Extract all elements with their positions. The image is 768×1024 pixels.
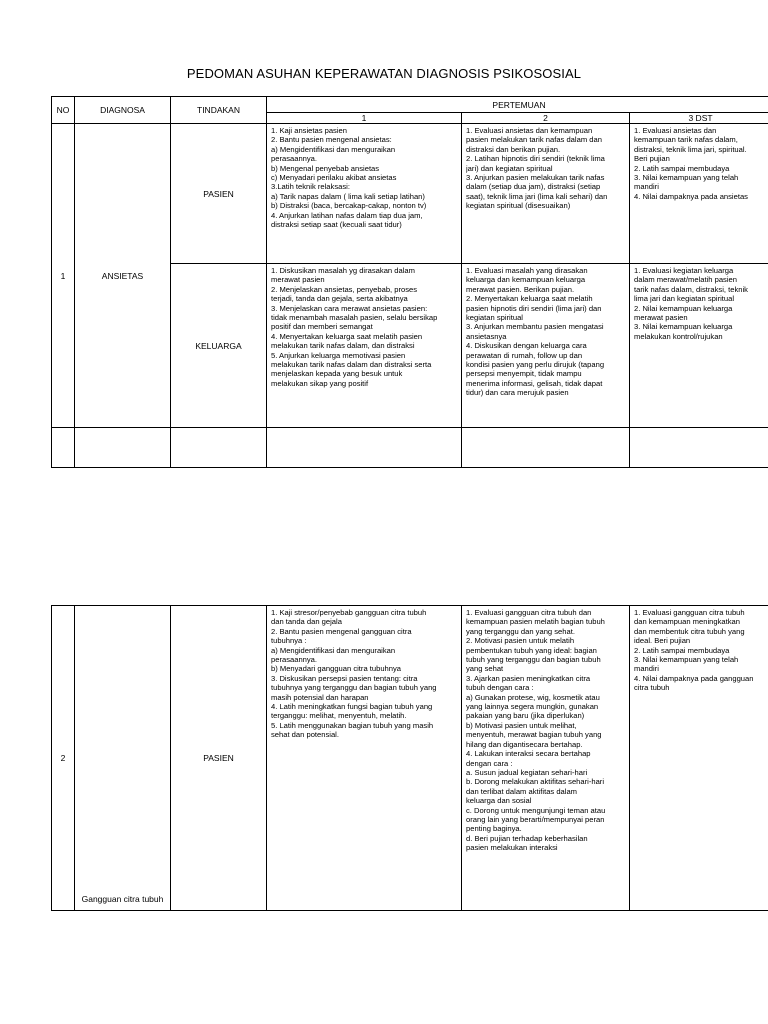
text-line: tidak menambah masalah pasien, selalu bersikap	[271, 313, 438, 323]
text-line: tubuhnya yang terganggu dan bagian tubuh yang	[271, 683, 437, 693]
text-line: tarik nafas dalam, distraksi, teknik	[634, 284, 748, 294]
diagnosis-label: Gangguan citra tubuh	[75, 606, 171, 911]
text-line: 4. Nilai dampaknya pada gangguan	[634, 673, 754, 683]
text-line: b. Dorong melakukan aktifitas sehari-hari	[466, 777, 605, 787]
text-line: perasaannya.	[271, 655, 318, 665]
text-line: 1. Kaji ansietas pasien	[271, 126, 347, 135]
text-line: melakukan tarik nafas dalam, dan distraksi	[271, 341, 415, 351]
text-line: pakaian yang baru (jika diperlukan)	[466, 711, 585, 721]
text-line: 1. Evaluasi ansietas dan	[634, 126, 717, 135]
text-line: 2. Bantu pasien mengenal gangguan citra	[271, 626, 412, 636]
text-line: 3. Diskusikan persepsi pasien tentang: citra	[271, 673, 418, 683]
text-line: 1. Evaluasi gangguan citra tubuh	[634, 608, 745, 617]
text-line: 2. Latihan hipnotis diri sendiri (teknik lima	[466, 154, 605, 164]
text-line: mandiri	[634, 182, 659, 192]
text-line: pasien hipnotis diri sendiri (lima jari) dan	[466, 303, 602, 313]
text-line: kemampuan pasien melatih bagian tubuh	[466, 617, 605, 627]
text-line: kegiatan spiritual	[466, 313, 523, 323]
text-line: 2. Latih sampai membudaya	[634, 645, 730, 655]
text-line: perawatan di rumah, follow up dan	[466, 350, 583, 360]
text-line: dan terlibat dalam aktifitas dalam	[466, 786, 578, 796]
text-line: hilang dan digantisecara bertahap.	[466, 739, 583, 749]
row-number: 2	[52, 606, 75, 911]
text-line: dengan cara :	[466, 758, 513, 768]
text-line: distraksi setiap saat (kecuali saat tidur)	[271, 220, 402, 230]
text-line: 2. Nilai kemampuan keluarga	[634, 303, 733, 313]
text-line: 4. Menyertakan keluarga saat melatih pasien	[271, 331, 423, 341]
text-line: menerima informasi, gelisah, tidak dapat	[466, 378, 603, 388]
text-line: 3. Anjurkan membantu pasien mengatasi	[466, 322, 604, 332]
text-line: a) Tarik napas dalam ( lima kali setiap latihan)	[271, 191, 425, 201]
text-line: distraksi, teknik lima jari, spiritual.	[634, 144, 747, 154]
tindakan-pasien: PASIEN	[171, 124, 267, 264]
tindakan-pasien: PASIEN	[171, 606, 267, 911]
text-line: kemampuan tarik nafas dalam,	[634, 135, 738, 145]
tindakan-keluarga: KELUARGA	[171, 264, 267, 428]
text-line: positif dan memberi semangat	[271, 322, 373, 332]
text-line: mandiri	[634, 664, 659, 674]
text-line: jari) dan kegiatan spiritual	[466, 163, 553, 173]
text-line: 4. Latih meningkatkan fungsi bagian tubuh yang	[271, 702, 433, 712]
text-line: pasien melakukan tarik nafas dalam dan	[466, 135, 602, 145]
text-line: 2. Menyertakan keluarga saat melatih	[466, 294, 593, 304]
text-line: d. Beri pujian terhadap keberhasilan	[466, 833, 588, 843]
text-line: dan tanda dan gejala	[271, 617, 342, 627]
text-line: 3. Menjelaskan cara merawat ansietas pasien:	[271, 303, 428, 313]
keluarga-pertemuan-3-cell	[630, 264, 768, 428]
text-line: b) Menyadari gangguan citra tubuhnya	[271, 664, 402, 674]
text-line: sehat dan potensial.	[271, 730, 339, 740]
text-line: 3. Ajarkan pasien meningkatkan citra	[466, 673, 591, 683]
header-pertemuan-2: 2	[462, 113, 630, 124]
text-line: orang lain yang berarti/mempunyai peran	[466, 814, 605, 824]
keluarga-pertemuan-1-cell	[267, 264, 462, 428]
text-line: lima jari dan kegiatan spiritual	[634, 294, 735, 304]
text-line: 2. Latih sampai membudaya	[634, 163, 730, 173]
text-line: yang lainnya segera mungkin, gunakan	[466, 702, 599, 712]
text-line: terganggu: melihat, menyentuh, melatih.	[271, 711, 407, 721]
text-line: yang sehat	[466, 664, 504, 674]
text-line: 4. Nilai dampaknya pada ansietas	[634, 191, 748, 201]
text-line: a) Gunakan protese, wig, kosmetik atau	[466, 692, 600, 702]
text-line: 2. Motivasi pasien untuk melatih	[466, 636, 575, 646]
text-line: persepsi menyempit, tidak mampu	[466, 369, 582, 379]
text-line: a) Mengidentifikasi dan menguraikan	[271, 645, 396, 655]
text-line: dan membentuk citra tubuh yang	[634, 626, 745, 636]
text-line: 1. Kaji stresor/penyebab gangguan citra tubuh	[271, 608, 427, 617]
text-line: ansietasnya	[466, 331, 507, 341]
text-line: 3. Nilai kemampuan keluarga	[634, 322, 733, 332]
text-line: dalam merawat/melatih pasien	[634, 275, 737, 285]
header-pertemuan-1: 1	[267, 113, 462, 124]
text-line: melakukan sikap yang positif	[271, 378, 369, 388]
text-line: penting baginya.	[466, 824, 522, 834]
header-tindakan: TINDAKAN	[171, 97, 267, 124]
text-line: 4. Diskusikan dengan keluarga cara	[466, 341, 587, 351]
text-line: 5. Anjurkan keluarga memotivasi pasien	[271, 350, 406, 360]
pasien-pertemuan-1-cell	[267, 606, 462, 911]
text-line: 1. Evaluasi gangguan citra tubuh dan	[466, 608, 592, 617]
text-line: tubuhnya :	[271, 636, 307, 646]
text-line: dan kemampuan meningkatkan	[634, 617, 740, 627]
pasien-pertemuan-1-cell	[267, 124, 462, 264]
text-line: 1. Evaluasi masalah yang dirasakan	[466, 266, 588, 275]
text-line: dalam (setiap dua jam), distraksi (setiap	[466, 182, 601, 192]
text-line: 4. Anjurkan latihan nafas dalam tiap dua jam,	[271, 210, 423, 220]
text-line: 3. Nilai kemampuan yang telah	[634, 655, 739, 665]
text-line: melakukan tarik nafas dalam dan distraksi serta	[271, 360, 432, 370]
text-line: a. Susun jadual kegiatan sehari-hari	[466, 767, 588, 777]
text-line: terjadi, tanda dan gejala, serta akibatnya	[271, 294, 408, 304]
empty-cell	[630, 428, 768, 468]
empty-cell	[267, 428, 462, 468]
text-line: 4. Lakukan interaksi secara bertahap	[466, 749, 591, 759]
text-line: tubuh yang terganggu dan bagian tubuh	[466, 655, 601, 665]
empty-cell	[171, 428, 267, 468]
text-line: b) Distraksi (baca, bercakap-cakap, nonton tv)	[271, 201, 427, 211]
text-line: keluarga dan sosial	[466, 796, 532, 806]
text-line: 1. Evaluasi ansietas dan kemampuan	[466, 126, 593, 135]
text-line: distraksi dan berikan pujian.	[466, 144, 561, 154]
pasien-pertemuan-2-cell	[462, 606, 630, 911]
text-line: merawat pasien	[271, 275, 325, 285]
header-pertemuan: PERTEMUAN	[267, 97, 768, 113]
text-line: tubuh dengan cara :	[466, 683, 534, 693]
text-line: citra tubuh	[634, 683, 670, 693]
text-line: 3. Nilai kemampuan yang telah	[634, 173, 739, 183]
pasien-pertemuan-3-cell	[630, 124, 768, 264]
text-line: 3. Anjurkan pasien melakukan tarik nafas	[466, 173, 605, 183]
text-line: 2. Menjelaskan ansietas, penyebab, proses	[271, 284, 418, 294]
text-line: c. Dorong untuk mengunjungi teman atau	[466, 805, 606, 815]
text-line: merawat pasien. Berikan pujian.	[466, 284, 575, 294]
text-line: keluarga dan kemampuan keluarga	[466, 275, 586, 285]
text-line: tidur) dan cara merujuk pasien	[466, 388, 569, 398]
text-line: pasien melakukan interaksi	[466, 843, 558, 853]
header-diagnosa: DIAGNOSA	[75, 97, 171, 124]
text-line: Beri pujian	[634, 154, 670, 164]
empty-cell	[75, 428, 171, 468]
text-line: 5. Latih menggunakan bagian tubuh yang masih	[271, 720, 434, 730]
text-line: 3.Latih teknik relaksasi:	[271, 182, 350, 192]
text-line: menjelaskan kepada yang besuk untuk	[271, 369, 403, 379]
text-line: c) Menyadari perilaku akibat ansietas	[271, 173, 397, 183]
text-line: merawat pasien	[634, 313, 688, 323]
text-line: melakukan kontrol/rujukan	[634, 331, 723, 341]
text-line: 2. Bantu pasien mengenal ansietas:	[271, 135, 392, 145]
text-line: pembentukan tubuh yang ideal: bagian	[466, 645, 597, 655]
text-line: b) Motivasi pasien untuk melihat,	[466, 720, 577, 730]
text-line: yang terganggu dan yang sehat.	[466, 626, 575, 636]
care-plan-table-2	[51, 605, 768, 911]
text-line: perasaannya.	[271, 154, 318, 164]
diagnosis-label: ANSIETAS	[75, 124, 171, 428]
text-line: saat), teknik lima jari (lima kali sehari) dan	[466, 191, 608, 201]
care-plan-table-1	[51, 96, 768, 468]
text-line: ideal. Beri pujian	[634, 636, 691, 646]
text-line: kegiatan spiritual (disesuaikan)	[466, 201, 571, 211]
row-number: 1	[52, 124, 75, 428]
pasien-pertemuan-3-cell	[630, 606, 768, 911]
pasien-pertemuan-2-cell	[462, 124, 630, 264]
text-line: 1. Evaluasi kegiatan keluarga	[634, 266, 734, 275]
text-line: masih potensial dan harapan	[271, 692, 369, 702]
empty-cell	[52, 428, 75, 468]
header-no: NO	[52, 97, 75, 124]
text-line: 1. Diskusikan masalah yg dirasakan dalam	[271, 266, 415, 275]
text-line: a) Mengidentifikasi dan menguraikan	[271, 144, 396, 154]
header-pertemuan-3: 3 DST	[630, 113, 768, 124]
text-line: b) Mengenal penyebab ansietas	[271, 163, 380, 173]
page-title: PEDOMAN ASUHAN KEPERAWATAN DIAGNOSIS PSIKOSOSIAL	[186, 66, 582, 81]
text-line: menyentuh, merawat bagian tubuh yang	[466, 730, 602, 740]
text-line: kondisi pasien yang perlu dirujuk (tapang	[466, 360, 605, 370]
keluarga-pertemuan-2-cell	[462, 264, 630, 428]
empty-cell	[462, 428, 630, 468]
